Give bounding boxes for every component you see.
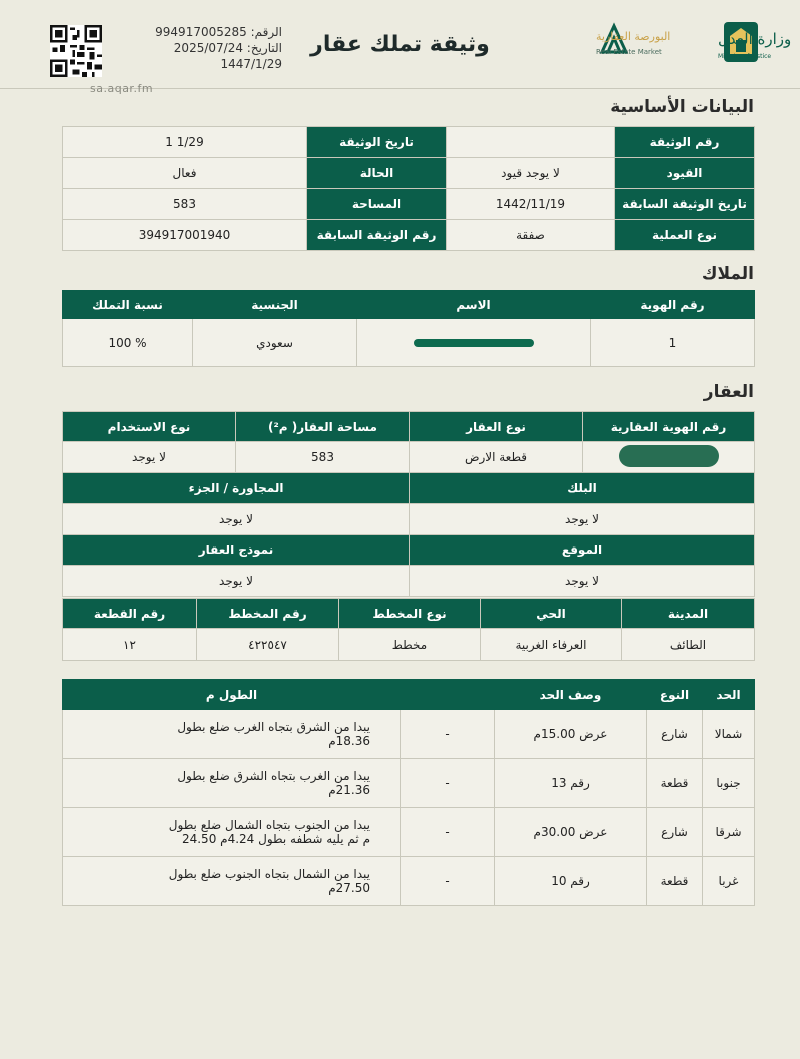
boundary-type: قطعة bbox=[647, 857, 703, 906]
boundary-dash: - bbox=[401, 857, 495, 906]
boundary-dash: - bbox=[401, 710, 495, 759]
redacted-property-id bbox=[619, 445, 719, 467]
ministry-of-justice-logo bbox=[640, 20, 792, 66]
boundary-length-line-1: يبدا من الشرق بتجاه الغرب ضلع بطول bbox=[177, 720, 370, 734]
basic-label: الحالة bbox=[307, 158, 447, 189]
document-number: 994917005285 bbox=[155, 25, 247, 39]
basic-label: نوع العملية bbox=[615, 220, 755, 251]
boundary-description: رقم 13 bbox=[495, 759, 647, 808]
basic-label: تاريخ الوثيقة bbox=[307, 127, 447, 158]
document-header bbox=[0, 0, 800, 95]
date-hijri: 1447/1/29 bbox=[220, 57, 282, 71]
boundary-header: الطول م bbox=[63, 680, 401, 710]
owners-table bbox=[62, 290, 755, 367]
owner-name bbox=[357, 319, 591, 367]
property-table bbox=[62, 411, 755, 597]
boundary-description: عرض 15.00م bbox=[495, 710, 647, 759]
watermark: sa.aqar.fm bbox=[90, 82, 154, 95]
owners-header: الجنسية bbox=[193, 291, 357, 319]
basic-row bbox=[63, 220, 755, 251]
basic-row bbox=[63, 127, 755, 158]
location-value: مخطط bbox=[339, 629, 481, 661]
date-label: التاريخ: bbox=[246, 41, 282, 55]
location-label: الموقع bbox=[410, 535, 755, 566]
basic-label: رقم الوثيقة bbox=[615, 127, 755, 158]
basic-row bbox=[63, 158, 755, 189]
property-header: نوع الاستخدام bbox=[63, 412, 236, 442]
property-header: نوع العقار bbox=[410, 412, 583, 442]
boundary-length-line-1: يبدا من الشمال بتجاه الجنوب ضلع بطول bbox=[168, 867, 370, 881]
basic-data-title: البيانات الأساسية bbox=[610, 97, 754, 117]
boundary-header bbox=[401, 680, 495, 710]
boundary-row bbox=[63, 808, 755, 857]
boundary-header: وصف الحد bbox=[495, 680, 647, 710]
boundaries-table bbox=[62, 679, 755, 906]
boundary-header: النوع bbox=[647, 680, 703, 710]
owner-share: 100 % bbox=[63, 319, 193, 367]
ministry-of-justice-sub: Ministry of Justice bbox=[718, 53, 772, 60]
location-header: الحي bbox=[481, 599, 622, 629]
boundary-type: شارع bbox=[647, 710, 703, 759]
boundary-length-line-1: يبدا من الجنوب بتجاه الشمال ضلع بطول bbox=[168, 818, 370, 832]
owner-row bbox=[63, 319, 755, 367]
real-estate-market-text: البورصة العقارية bbox=[596, 30, 671, 43]
owners-header: رقم الهوية bbox=[591, 291, 755, 319]
real-estate-market-sub: Real Estate Market bbox=[596, 48, 662, 56]
property-value: 583 bbox=[236, 442, 410, 473]
number-label: الرقم: bbox=[250, 25, 282, 39]
boundary-row bbox=[63, 710, 755, 759]
basic-label: رقم الوثيقة السابقة bbox=[307, 220, 447, 251]
basic-label: المساحة bbox=[307, 189, 447, 220]
boundary-description: عرض 30.00م bbox=[495, 808, 647, 857]
boundary-length-line-1: يبدا من الغرب بتجاه الشرق ضلع بطول bbox=[177, 769, 370, 783]
location-header: رقم المخطط bbox=[197, 599, 339, 629]
boundary-row bbox=[63, 759, 755, 808]
property-header: رقم الهوية العقارية bbox=[583, 412, 755, 442]
location-value: لا يوجد bbox=[410, 566, 755, 597]
basic-data-table bbox=[62, 126, 755, 251]
boundary-length-line-2: م ثم يليه شطفه بطول 4.24م 24.50 bbox=[181, 832, 370, 846]
location-value: الطائف bbox=[622, 629, 755, 661]
owners-title: الملاك bbox=[701, 264, 754, 284]
boundary-type: قطعة bbox=[647, 759, 703, 808]
location-header: المدينة bbox=[622, 599, 755, 629]
boundary-length-line-2: 27.50م bbox=[328, 881, 370, 895]
boundary-side: شمالا bbox=[703, 710, 755, 759]
property-header: مساحة العقار( م²) bbox=[236, 412, 410, 442]
owners-header: الاسم bbox=[357, 291, 591, 319]
location-value: ١٢ bbox=[63, 629, 197, 661]
redacted-name bbox=[414, 339, 534, 347]
property-title: العقار bbox=[703, 382, 754, 402]
boundary-length-line-2: 21.36م bbox=[328, 783, 370, 797]
boundary-row bbox=[63, 857, 755, 906]
document-title: وثيقة تملك عقار bbox=[310, 32, 490, 57]
basic-value: 583 bbox=[63, 189, 307, 220]
basic-label: القيود bbox=[615, 158, 755, 189]
owners-header: نسبة التملك bbox=[63, 291, 193, 319]
block-label: البلك bbox=[410, 473, 755, 504]
basic-value: لا يوجد قيود bbox=[447, 158, 615, 189]
boundary-dash: - bbox=[401, 808, 495, 857]
boundary-length bbox=[63, 857, 401, 906]
basic-value: 1/29‏ 1 bbox=[63, 127, 307, 158]
property-value: قطعة الارض bbox=[410, 442, 583, 473]
boundary-length bbox=[63, 759, 401, 808]
boundary-header: الحد bbox=[703, 680, 755, 710]
boundary-length bbox=[63, 710, 401, 759]
boundary-side: غربا bbox=[703, 857, 755, 906]
qr-code-icon bbox=[50, 24, 102, 78]
boundary-length bbox=[63, 808, 401, 857]
basic-row bbox=[63, 189, 755, 220]
boundary-type: شارع bbox=[647, 808, 703, 857]
boundary-length-line-2: 18.36م bbox=[328, 734, 370, 748]
property-value: لا يوجد bbox=[63, 442, 236, 473]
basic-value bbox=[447, 127, 615, 158]
neighbor-value: لا يوجد bbox=[63, 504, 410, 535]
boundary-side: شرقا bbox=[703, 808, 755, 857]
boundary-side: جنوبا bbox=[703, 759, 755, 808]
ministry-of-justice-text: وزارة العدل bbox=[718, 30, 792, 48]
boundary-description: رقم 10 bbox=[495, 857, 647, 906]
document-meta bbox=[150, 24, 282, 72]
real-estate-market-logo bbox=[514, 18, 671, 64]
basic-value: صفقة bbox=[447, 220, 615, 251]
model-label: نموذج العقار bbox=[63, 535, 410, 566]
basic-label: تاريخ الوثيقة السابقة bbox=[615, 189, 755, 220]
neighbor-label: المجاورة / الجزء bbox=[63, 473, 410, 504]
location-value: ٤٢٢٥٤٧ bbox=[197, 629, 339, 661]
basic-value: 394917001940 bbox=[63, 220, 307, 251]
date-gregorian: 2025/07/24 bbox=[173, 41, 243, 55]
owner-id: 1 bbox=[591, 319, 755, 367]
owner-nationality: سعودي bbox=[193, 319, 357, 367]
boundary-dash: - bbox=[401, 759, 495, 808]
location-header: نوع المخطط bbox=[339, 599, 481, 629]
property-id-value bbox=[583, 442, 755, 473]
basic-value: 1442/11/19 bbox=[447, 189, 615, 220]
location-header: رقم القطعة bbox=[63, 599, 197, 629]
location-table bbox=[62, 598, 755, 661]
model-value: لا يوجد bbox=[63, 566, 410, 597]
block-value: لا يوجد bbox=[410, 504, 755, 535]
basic-value: فعال bbox=[63, 158, 307, 189]
location-value: العرفاء الغربية bbox=[481, 629, 622, 661]
